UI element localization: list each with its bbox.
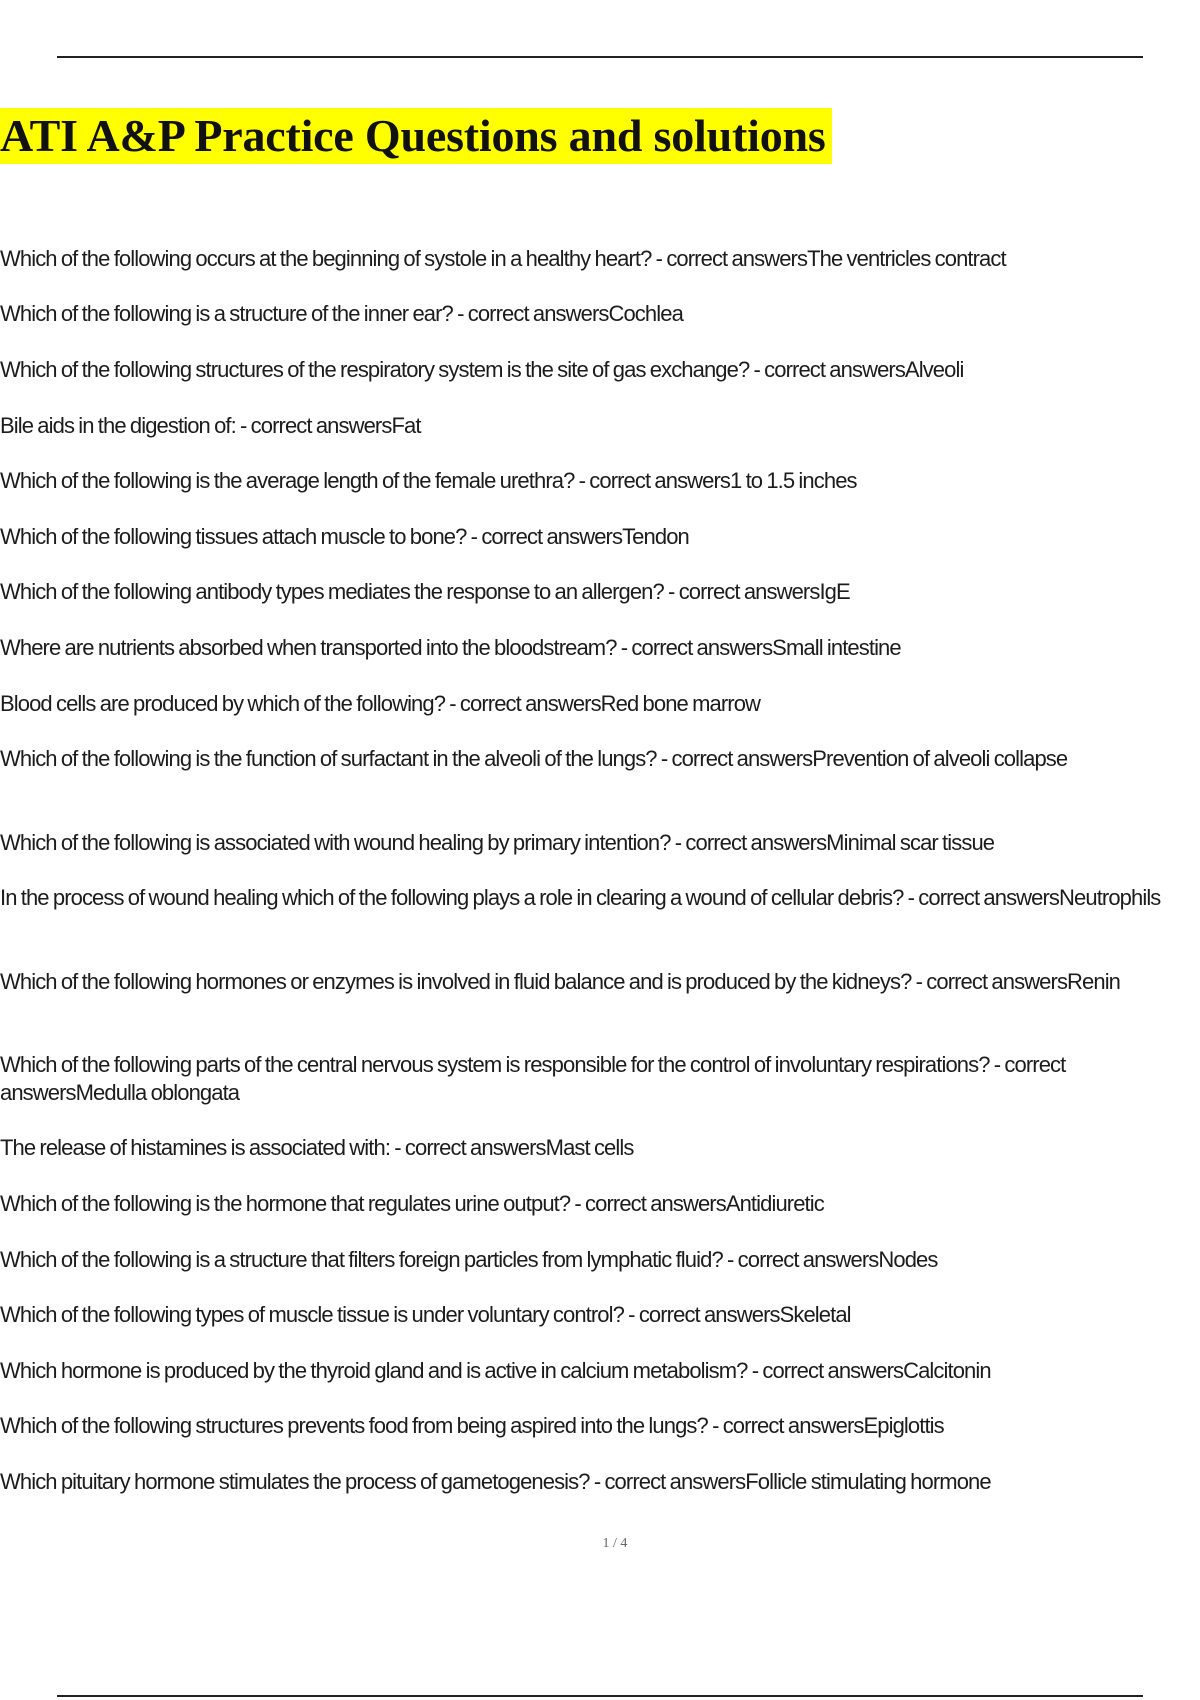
qa-item: Which of the following is the hormone that regulates urine output? - correct answersAntidiuretic — [0, 1191, 824, 1216]
qa-item: In the process of wound healing which of the following plays a role in clearing a wound of cellular debris? - correct answersNeutrophils — [0, 885, 1161, 910]
bottom-rule — [57, 1695, 1143, 1697]
qa-item: Which of the following structures prevents food from being aspired into the lungs? - correct answersEpiglottis — [0, 1413, 944, 1438]
qa-item: Which of the following types of muscle tissue is under voluntary control? - correct answersSkeletal — [0, 1302, 851, 1327]
qa-item: Which of the following antibody types mediates the response to an allergen? - correct answersIgE — [0, 579, 850, 604]
qa-item: Which of the following is a structure that filters foreign particles from lymphatic fluid? - correct answersNodes — [0, 1247, 938, 1272]
qa-item: Bile aids in the digestion of: - correct answersFat — [0, 413, 421, 438]
document-title: ATI A&P Practice Questions and solutions — [0, 108, 832, 164]
qa-item: Which of the following parts of the central nervous system is responsible for the control of involuntary respirations? - correct answersMedulla oblongata — [0, 1052, 1066, 1105]
qa-item: Which of the following structures of the respiratory system is the site of gas exchange? - correct answersAlveoli — [0, 357, 964, 382]
qa-item: Which of the following hormones or enzymes is involved in fluid balance and is produced by the kidneys? - correct answersRenin — [0, 969, 1121, 994]
qa-item: Which of the following is associated with wound healing by primary intention? - correct answersMinimal scar tissue — [0, 830, 995, 855]
qa-item: Which of the following is the function of surfactant in the alveoli of the lungs? - correct answersPrevention of alveoli collapse — [0, 746, 1068, 771]
qa-item: Which pituitary hormone stimulates the process of gametogenesis? - correct answersFollicle stimulating hormone — [0, 1469, 991, 1494]
page-number: 1 / 4 — [602, 1536, 628, 1551]
qa-item: Which of the following occurs at the beginning of systole in a healthy heart? - correct answersThe ventricles contract — [0, 246, 1006, 271]
qa-item: Which of the following is the average length of the female urethra? - correct answers1 to 1.5 inches — [0, 468, 857, 493]
qa-item: Which of the following is a structure of the inner ear? - correct answersCochlea — [0, 301, 683, 326]
qa-item: Where are nutrients absorbed when transported into the bloodstream? - correct answersSmall intestine — [0, 635, 901, 660]
qa-item: The release of histamines is associated with: - correct answersMast cells — [0, 1135, 634, 1160]
qa-item: Blood cells are produced by which of the following? - correct answersRed bone marrow — [0, 691, 761, 716]
qa-item: Which of the following tissues attach muscle to bone? - correct answersTendon — [0, 524, 689, 549]
qa-item: Which hormone is produced by the thyroid gland and is active in calcium metabolism? - correct answersCalcitonin — [0, 1358, 991, 1383]
top-rule — [57, 56, 1143, 58]
